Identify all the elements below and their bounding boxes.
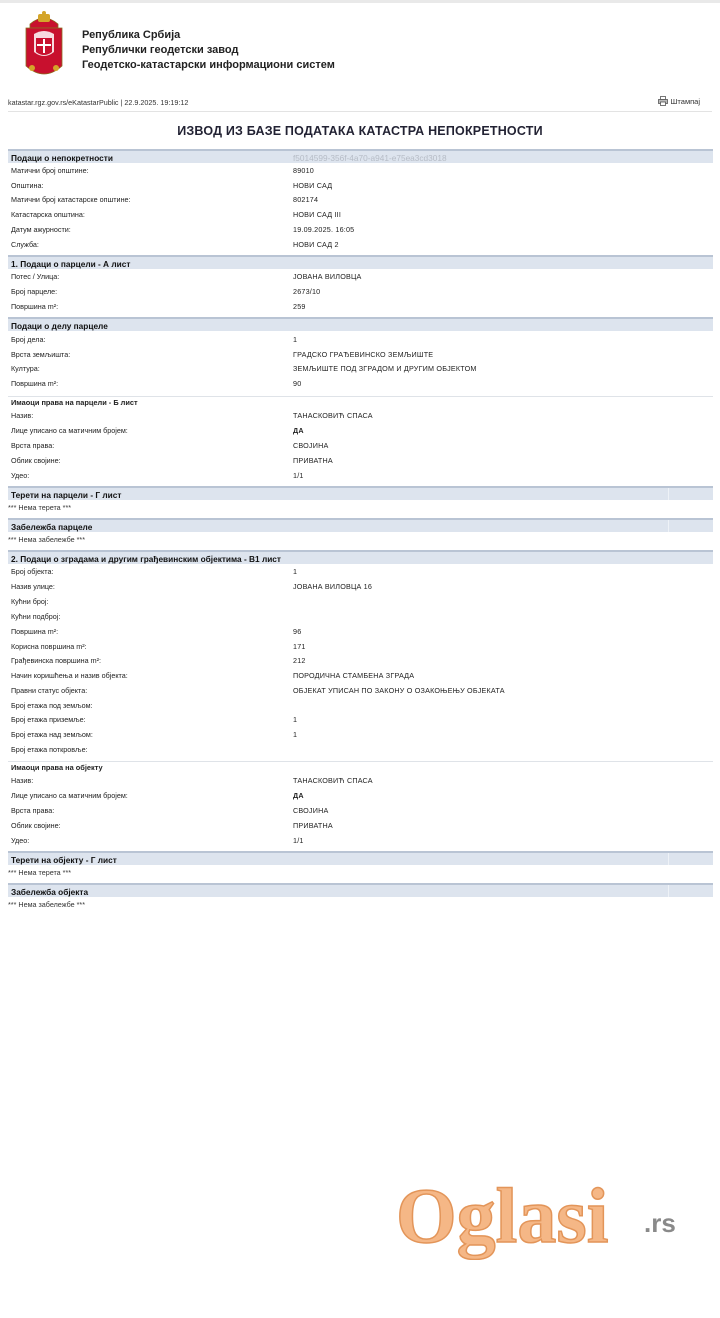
- row-label: Број етажа приземље:: [11, 715, 86, 724]
- row-value: ЈОВАНА ВИЛОВЦА 16: [293, 582, 373, 591]
- table-row: [8, 285, 713, 298]
- print-label: Штампај: [670, 96, 700, 106]
- no-notes-note: *** Нема забележбе ***: [8, 535, 86, 544]
- source-timestamp: katastar.rgz.gov.rs/eKatastarPublic | 22.9.2025. 19:19:12: [8, 98, 189, 107]
- table-row: [8, 223, 713, 236]
- republic-name: Република Србија: [82, 29, 181, 41]
- row-label: Удео:: [11, 471, 30, 480]
- row-label: Лице уписано са матичним бројем:: [11, 791, 128, 800]
- row-label: Матични број катастарске општине:: [11, 195, 131, 204]
- institution-names: [82, 28, 335, 73]
- table-row: [8, 625, 713, 638]
- print-button[interactable]: [658, 96, 700, 106]
- row-label: Назив:: [11, 411, 34, 420]
- section-title: Терети на парцели - Г лист: [11, 490, 122, 500]
- row-value: 212: [293, 656, 306, 665]
- section-building-burdens: [8, 851, 713, 865]
- section-title: Подаци о делу парцеле: [11, 321, 108, 331]
- row-label: Кућни број:: [11, 597, 49, 606]
- watermark-main: Oglasi: [396, 1172, 609, 1259]
- section-buildings-b1: [8, 550, 713, 564]
- table-row: [8, 610, 713, 623]
- table-row: [8, 565, 713, 578]
- row-value: ОБЈЕКАТ УПИСАН ПО ЗАКОНУ О ОЗАКОЊЕЊУ ОБЈЕКАТА: [293, 686, 505, 695]
- table-row: [8, 713, 713, 726]
- table-row: [8, 164, 713, 177]
- table-row: [8, 377, 713, 390]
- table-row: [8, 238, 713, 251]
- table-row: [8, 300, 713, 313]
- subsection-title: Имаоци права на објекту: [8, 761, 713, 773]
- top-divider: [0, 0, 720, 3]
- table-row: [8, 208, 713, 221]
- row-label: Површина m²:: [11, 302, 59, 311]
- section-parcel-part: [8, 317, 713, 331]
- serbian-coat-of-arms-icon: [24, 8, 64, 82]
- printer-icon: [658, 96, 668, 106]
- row-value: ГРАДСКО ГРАЂЕВИНСКО ЗЕМЉИШТЕ: [293, 350, 434, 359]
- table-row: [8, 743, 713, 756]
- row-value: 259: [293, 302, 306, 311]
- table-row: [8, 439, 713, 452]
- row-label: Општина:: [11, 181, 44, 190]
- row-value: 96: [293, 627, 302, 636]
- row-label: Катастарска општина:: [11, 210, 85, 219]
- row-label: Назив:: [11, 776, 34, 785]
- row-value: ДА: [293, 791, 304, 800]
- row-value: ПРИВАТНА: [293, 821, 333, 830]
- row-label: Број објекта:: [11, 567, 54, 576]
- no-notes-note: *** Нема забележбе ***: [8, 900, 86, 909]
- oglasi-watermark-logo: [396, 1170, 696, 1260]
- row-label: Корисна површина m²:: [11, 642, 87, 651]
- row-value: 1/1: [293, 471, 304, 480]
- watermark-suffix: .rs: [644, 1208, 676, 1238]
- row-label: Потес / Улица:: [11, 272, 60, 281]
- page-header: [24, 8, 335, 86]
- row-value: НОВИ САД: [293, 181, 333, 190]
- row-value: 1: [293, 567, 298, 576]
- row-value: 802174: [293, 195, 319, 204]
- row-label: Врста права:: [11, 806, 55, 815]
- table-row: [8, 595, 713, 608]
- row-value: 1: [293, 335, 298, 344]
- row-value: ДА: [293, 426, 304, 435]
- row-value: НОВИ САД 2: [293, 240, 339, 249]
- section-parcel-a: [8, 255, 713, 269]
- table-row: [8, 669, 713, 682]
- table-row: [8, 409, 713, 422]
- institute-name: Републички геодетски завод: [82, 44, 239, 56]
- section-title: Забележба објекта: [11, 887, 89, 897]
- section-building-notes: [8, 883, 713, 897]
- row-label: Датум ажурности:: [11, 225, 71, 234]
- row-value: 1: [293, 730, 298, 739]
- table-row: [8, 454, 713, 467]
- table-row: [8, 819, 713, 832]
- row-label: Врста права:: [11, 441, 55, 450]
- row-value: 171: [293, 642, 306, 651]
- system-name: Геодетско-катастарски информациони систем: [82, 59, 335, 71]
- row-value: СВОЈИНА: [293, 441, 329, 450]
- row-label: Култура:: [11, 364, 40, 373]
- document-title: ИЗВОД ИЗ БАЗЕ ПОДАТАКА КАТАСТРА НЕПОКРЕТНОСТИ: [177, 124, 543, 138]
- table-row: [8, 362, 713, 375]
- table-row: [8, 774, 713, 787]
- table-row: [8, 804, 713, 817]
- table-row: [8, 270, 713, 283]
- row-value: 90: [293, 379, 302, 388]
- table-row: [8, 640, 713, 653]
- row-value: ПОРОДИЧНА СТАМБЕНА ЗГРАДА: [293, 671, 415, 680]
- header-divider: [8, 111, 712, 112]
- row-label: Лице уписано са матичним бројем:: [11, 426, 128, 435]
- row-value: ТАНАСКОВИЋ СПАСА: [293, 776, 373, 785]
- row-label: Површина m²:: [11, 627, 59, 636]
- no-burdens-note: *** Нема терета ***: [8, 868, 72, 877]
- row-value: ЈОВАНА ВИЛОВЦА: [293, 272, 362, 281]
- table-row: [8, 333, 713, 346]
- table-row: [8, 179, 713, 192]
- row-value: 19.09.2025. 16:05: [293, 225, 355, 234]
- row-value: 1/1: [293, 836, 304, 845]
- section-parcel-notes: [8, 518, 713, 532]
- row-label: Служба:: [11, 240, 39, 249]
- row-label: Врста земљишта:: [11, 350, 71, 359]
- section-title: Подаци о непокретности: [11, 153, 113, 163]
- subsection-title: Имаоци права на парцели - Б лист: [8, 396, 713, 408]
- table-row: [8, 699, 713, 712]
- row-label: Број етажа над земљом:: [11, 730, 93, 739]
- row-label: Број парцеле:: [11, 287, 58, 296]
- section-title: 1. Подаци о парцели - А лист: [11, 259, 131, 269]
- table-row: [8, 424, 713, 437]
- table-row: [8, 789, 713, 802]
- table-row: [8, 654, 713, 667]
- row-value: ЗЕМЉИШТЕ ПОД ЗГРАДОМ И ДРУГИМ ОБЈЕКТОМ: [293, 364, 477, 373]
- table-row: [8, 684, 713, 697]
- table-row: [8, 348, 713, 361]
- row-label: Број етажа поткровље:: [11, 745, 88, 754]
- row-value: ПРИВАТНА: [293, 456, 333, 465]
- table-row: [8, 469, 713, 482]
- row-label: Правни статус објекта:: [11, 686, 88, 695]
- section-parcel-burdens: [8, 486, 713, 500]
- row-label: Удео:: [11, 836, 30, 845]
- row-label: Начин коришћења и назив објекта:: [11, 671, 128, 680]
- row-label: Назив улице:: [11, 582, 55, 591]
- section-title: 2. Подаци о зградама и другим грађевинским објектима - В1 лист: [11, 554, 281, 564]
- row-label: Површина m²:: [11, 379, 59, 388]
- row-label: Матични број општине:: [11, 166, 89, 175]
- row-value: НОВИ САД III: [293, 210, 342, 219]
- row-label: Кућни подброј:: [11, 612, 61, 621]
- row-label: Грађевинска површина m²:: [11, 656, 101, 665]
- no-burdens-note: *** Нема терета ***: [8, 503, 72, 512]
- row-label: Облик својине:: [11, 456, 61, 465]
- row-value: 2673/10: [293, 287, 321, 296]
- table-row: [8, 580, 713, 593]
- table-row: [8, 834, 713, 847]
- row-label: Број етажа под земљом:: [11, 701, 93, 710]
- row-label: Број дела:: [11, 335, 46, 344]
- row-label: Облик својине:: [11, 821, 61, 830]
- row-value: СВОЈИНА: [293, 806, 329, 815]
- row-value: ТАНАСКОВИЋ СПАСА: [293, 411, 373, 420]
- table-row: [8, 193, 713, 206]
- section-title: Забележба парцеле: [11, 522, 93, 532]
- row-value: 89010: [293, 166, 314, 175]
- row-value: 1: [293, 715, 298, 724]
- property-guid: f5014599-356f-4a70-a941-e75ea3cd3018: [293, 153, 447, 163]
- section-property-data: [8, 149, 713, 163]
- section-title: Терети на објекту - Г лист: [11, 855, 117, 865]
- table-row: [8, 728, 713, 741]
